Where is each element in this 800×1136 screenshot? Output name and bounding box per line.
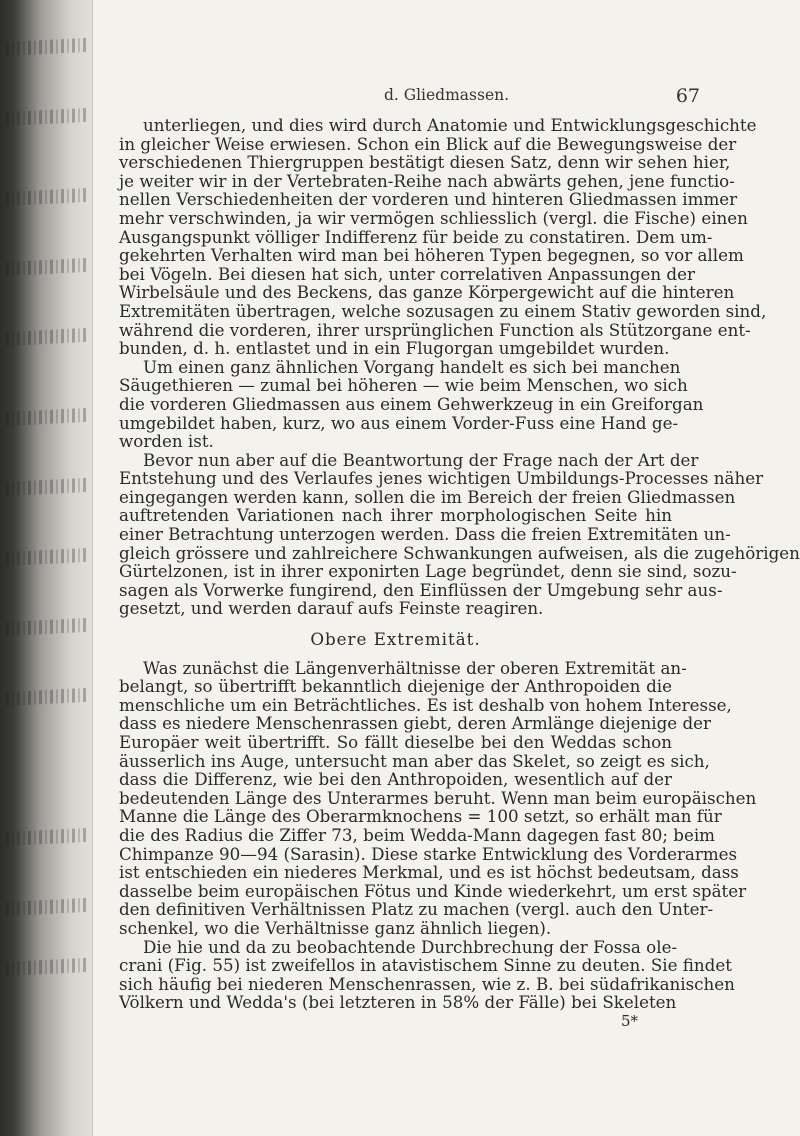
text-line: während die vorderen, ihrer ursprünglichen Function als Stützorgane ent- xyxy=(119,319,751,340)
text-line: Extremitäten übertragen, welche sozusagen zu einem Stativ geworden sind, xyxy=(119,300,767,321)
text-line: Um einen ganz ähnlichen Vorgang handelt es sich bei manchen xyxy=(143,356,681,377)
text-line: dasselbe beim europäischen Fötus und Kinde wiederkehrt, um erst später xyxy=(119,880,747,901)
text-line: die vorderen Gliedmassen aus einem Gehwerkzeug in ein Greiforgan xyxy=(119,393,704,414)
text-line: die des Radius die Ziffer 73, beim Wedda-Mann dagegen fast 80; beim xyxy=(119,824,715,845)
previous-page-edge xyxy=(0,0,92,1136)
text-line: Säugethieren — zumal bei höheren — wie beim Menschen, wo sich xyxy=(119,375,688,396)
text-line: Chimpanze 90—94 (Sarasin). Diese starke Entwicklung des Vorderarmes xyxy=(119,843,738,864)
signature-mark: 5* xyxy=(620,1011,638,1030)
text-line: Wirbelsäule und des Beckens, das ganze Körpergewicht auf die hinteren xyxy=(119,282,735,303)
text-line: Ausgangspunkt völliger Indifferenz für beide zu constatiren. Dem um- xyxy=(119,226,713,247)
text-line: Was zunächst die Längenverhältnisse der oberen Extremität an- xyxy=(143,657,687,678)
text-line: dass es niedere Menschenrassen giebt, deren Armlänge diejenige der xyxy=(119,713,711,734)
text-line: Entstehung und des Verlaufes jenes wichtigen Umbildungs-Processes näher xyxy=(119,468,764,489)
text-line: Die hie und da zu beobachtende Durchbrechung der Fossa ole- xyxy=(143,936,678,957)
text-block-upper xyxy=(119,115,800,619)
text-line: äusserlich ins Auge, untersucht man aber das Skelet, so zeigt es sich, xyxy=(119,750,710,771)
text-line: ist entschieden ein niederes Merkmal, und es ist höchst bedeutsam, dass xyxy=(119,862,739,883)
text-line: unterliegen, und dies wird durch Anatomie und Entwicklungsgeschichte xyxy=(143,115,757,135)
text-line: bunden, d. h. entlastet und in ein Flugorgan umgebildet wurden. xyxy=(119,338,670,359)
text-line: gleich grössere und zahlreichere Schwankungen aufweisen, als die zugehörigen xyxy=(119,542,800,563)
body-text xyxy=(119,115,800,1031)
text-line: Gürtelzonen, ist in ihrer exponirten Lage begründet, denn sie sind, sozu- xyxy=(119,561,737,582)
book-page xyxy=(92,0,800,1136)
text-line: crani (Fig. 55) ist zweifellos in atavistischem Sinne zu deuten. Sie findet xyxy=(119,955,732,976)
text-line: eingegangen werden kann, sollen die im Bereich der freien Gliedmassen xyxy=(119,486,736,507)
text-line: Manne die Länge des Oberarmknochens = 100 setzt, so erhält man für xyxy=(119,806,722,827)
text-line: worden ist. xyxy=(119,431,214,452)
text-line: den definitiven Verhältnissen Platz zu machen (vergl. auch den Unter- xyxy=(119,899,714,920)
text-line: nellen Verschiedenheiten der vorderen und hinteren Gliedmassen immer xyxy=(119,189,738,210)
text-line: bedeutenden Länge des Unterarmes beruht. Wenn man beim europäischen xyxy=(119,787,757,808)
text-line: einer Betrachtung unterzogen werden. Dass die freien Extremitäten un- xyxy=(119,524,731,545)
text-line: sich häufig bei niederen Menschenrassen, wie z. B. bei südafrikanischen xyxy=(119,973,735,994)
text-line: Europäer weit übertrifft. So fällt dieselbe bei den Weddas schon xyxy=(119,732,672,752)
section-heading: Obere Extremität. xyxy=(310,629,481,650)
page-header xyxy=(93,86,800,110)
text-line: dass die Differenz, wie bei den Anthropoiden, wesentlich auf der xyxy=(119,769,672,790)
text-line: bei Vögeln. Bei diesen hat sich, unter correlativen Anpassungen der xyxy=(119,263,695,284)
running-title: d. Gliedmassen. xyxy=(383,86,510,104)
text-line: Bevor nun aber auf die Beantwortung der Frage nach der Art der xyxy=(143,449,699,470)
text-line: mehr verschwinden, ja wir vermögen schliesslich (vergl. die Fische) einen xyxy=(119,207,748,228)
text-line: gekehrten Verhalten wird man bei höheren Typen begegnen, so vor allem xyxy=(119,245,744,266)
text-line: verschiedenen Thiergruppen bestätigt diesen Satz, denn wir sehen hier, xyxy=(119,152,731,173)
text-line: umgebildet haben, kurz, wo aus einem Vorder-Fuss eine Hand ge- xyxy=(119,412,679,433)
text-line: auftretenden Variationen nach ihrer morphologischen Seite hin xyxy=(119,505,672,526)
text-line: gesetzt, und werden darauf aufs Feinste reagiren. xyxy=(119,598,544,619)
text-line: menschliche um ein Beträchtliches. Es ist deshalb von hohem Interesse, xyxy=(119,694,732,715)
text-line: sagen als Vorwerke fungirend, den Einflüssen der Umgebung sehr aus- xyxy=(119,579,723,600)
text-line: je weiter wir in der Vertebraten-Reihe nach abwärts gehen, jene functio- xyxy=(119,170,735,191)
page-number: 67 xyxy=(675,85,700,107)
text-line: in gleicher Weise erwiesen. Schon ein Blick auf die Bewegungsweise der xyxy=(119,133,737,154)
text-line: Völkern und Wedda's (bei letzteren in 58% der Fälle) bei Skeleten xyxy=(119,992,677,1013)
text-block-lower xyxy=(119,657,757,1013)
text-line: schenkel, wo die Verhältnisse ganz ähnlich liegen). xyxy=(119,917,552,938)
text-line: belangt, so übertrifft bekanntlich diejenige der Anthropoiden die xyxy=(119,676,672,697)
